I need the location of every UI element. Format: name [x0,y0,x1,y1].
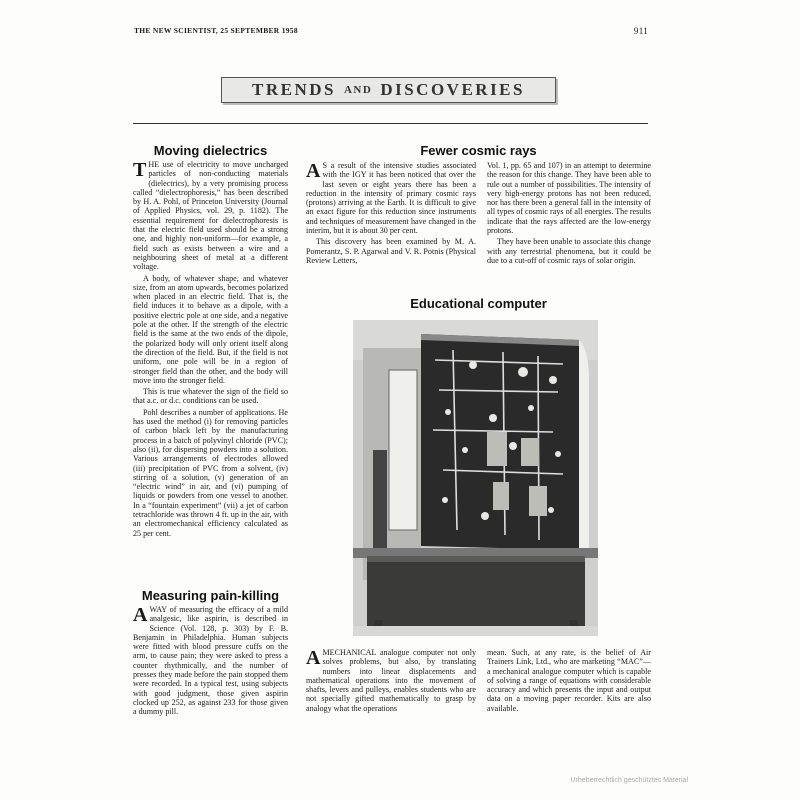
edu-p1-text: MECHANICAL analogue computer not only solves problems, but also, by translating numbers into linear displacements and mathematical operations into the movement of shafts, levers and pulleys, enables students who are not specially gifted mathematically to grasp by analogy what the operations [306,648,476,713]
computer-photo-illustration [353,320,598,636]
edu-dropcap: A [306,647,321,669]
moving-p3: This is true whatever the sign of the field so that a.c. or d.c. conditions can be used. [133,387,288,406]
cosmic-p2: This discovery has been examined by M. A. Pomerantz, S. P. Agarwal and V. R. Potnis (Physical Review Letters, [306,237,476,265]
moving-p1 [133,160,288,272]
moving-p1-text: HE use of electricity to move uncharged particles of non-conducting materials (dielectrics), by a very promising process called “dielectrophoresis,” has been described by H. A. Pohl, of Princeton University (Journal of Applied Physics, vol. 29, p. 1182). The essential requirement for dielectrophoresis is that the electric field used should be a strong one, and highly non-uniform—for example, a field such as exists between a wire and a neighbouring sheet of metal at a different voltage. [133,160,288,272]
section-banner [221,77,556,103]
moving-dielectrics-article [133,160,288,540]
moving-dropcap: T [133,159,147,181]
pain-p1-text: WAY of measuring the efficacy of a mild analgesic, like aspirin, is described in Science (Vol. 128, p. 303) by F. B. Benjamin in Philadelphia. Human subjects were fitted with blood pressure cuffs on the arm, to cause pain; they were asked to press a counter rhythmically, and the number of presses they made before the pain stopped them were recorded. In a typical test, using subjects with good judgment, those given aspirin clocked up 252, as against 233 for those given a dummy pill. [133,605,288,717]
cosmic-dropcap: A [306,160,321,182]
cosmic-rays-heading: Fewer cosmic rays [420,143,537,158]
page-number: 911 [633,26,648,36]
pain-p1 [133,605,288,717]
watermark: Urheberrechtlich geschütztes Material [570,777,688,784]
pain-dropcap: A [133,604,148,626]
cosmic-p1 [306,161,476,235]
header-rule [133,123,648,124]
moving-dielectrics-heading: Moving dielectrics [153,143,268,158]
educational-computer-col-2 [487,648,651,715]
cosmic-rays-col-1 [306,161,476,267]
running-head [134,26,648,35]
moving-p4: Pohl describes a number of applications. He has used the method (i) for removing particles of carbon black left by the manufacturing process in a batch of polyvinyl chloride (PVC); also (ii), for dispersing powders into a solution. Various arrangements of electrodes allowed (iii) precipitation of PVC from a solvent, (iv) stirring of a solution, (v) generation of an “electric wind” in air, and (vi) pumping of liquids or powders from one vessel to another. In a “fountain experiment” (vii) a jet of carbon tetrachloride was thrown 4 ft. up in the air, with an electromechanical efficiency calculated as 25 per cent. [133,407,288,538]
edu-p2: mean. Such, at any rate, is the belief of Air Trainers Link, Ltd., who are marketing “MAC”—a mechanical analogue computer which is capable of solving a range of equations with considerable accuracy and which presents the input and output data on a moving paper recorder. Kits are also available. [487,648,651,713]
cosmic-p1-text: S a result of the intensive studies associated with the IGY it has been noticed that over the last seven or eight years there has been a reduction in the intensity of primary cosmic rays (protons) arriving at the Earth. It is difficult to give an exact figure for this reduction since instruments and techniques of measurement have changed in the interim, but it is about 30 per cent. [306,161,476,236]
educational-computer-heading: Educational computer [410,296,547,311]
banner-word-and: AND [343,84,373,96]
banner-word-discoveries: DISCOVERIES [380,80,525,99]
educational-computer-photo [353,320,598,636]
cosmic-p3: Vol. 1, pp. 65 and 107) in an attempt to determine the reason for this change. They have been able to rule out a number of possibilities. The intensity of very high-energy protons has not been reduced, nor has there been a general fall in the intensity of all types of cosmic rays of all energies. The results indicate that the rays affected are the low-energy protons. [487,161,651,236]
cosmic-rays-col-2 [487,161,651,267]
cosmic-p4: They have been unable to associate this change with any terrestrial phenomena, but it could be due to a cut-off of cosmic rays of solar origin. [487,237,651,265]
moving-p2: A body, of whatever shape, and whatever size, from an atom upwards, becomes polarized when placed in an electric field. That is, the field induces it to behave as a dipole, with a positive electric pole at one side, and a negative pole at the other. If the strength of the electric field is the same at the two ends of the dipole, the polarized body will only orient itself along the direction of the field. But, if the field is not uniform, one pole will be in a region of stronger field than the other, and the body will move into the stronger field. [133,273,288,385]
banner-word-trends: TRENDS [252,80,336,99]
pain-killing-article [133,605,288,719]
edu-p1 [306,648,476,713]
pain-killing-heading: Measuring pain-killing [141,588,280,603]
educational-computer-col-1 [306,648,476,715]
running-title: THE NEW SCIENTIST, 25 SEPTEMBER 1958 [134,26,298,35]
